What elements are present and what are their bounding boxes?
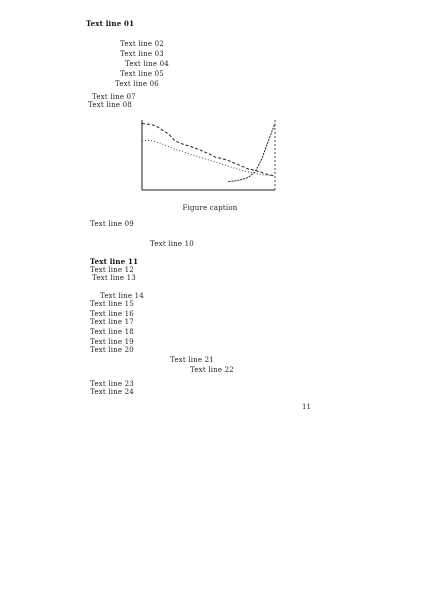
text-line: Text line 15 bbox=[90, 300, 134, 308]
text-line: Text line 18 bbox=[90, 328, 134, 336]
series-line-1 bbox=[142, 124, 275, 177]
text-line: Text line 20 bbox=[90, 346, 134, 354]
text-line: Text line 12 bbox=[90, 266, 134, 274]
text-line: Text line 10 bbox=[150, 240, 194, 248]
text-line: Text line 06 bbox=[115, 80, 159, 88]
text-line: Text line 16 bbox=[90, 310, 134, 318]
series-line-2 bbox=[142, 140, 275, 176]
text-line: Text line 07 bbox=[92, 93, 136, 101]
text-line: Text line 04 bbox=[125, 60, 169, 68]
text-line: Text line 19 bbox=[90, 338, 134, 346]
text-line: Text line 22 bbox=[190, 366, 234, 374]
figure-line-chart bbox=[100, 112, 325, 212]
figure-caption: Figure caption bbox=[182, 204, 238, 212]
text-line: Text line 23 bbox=[90, 380, 134, 388]
text-line: Text line 09 bbox=[90, 220, 134, 228]
text-line: Text line 02 bbox=[120, 40, 164, 48]
text-line: Text line 24 bbox=[90, 388, 134, 396]
text-line: Text line 14 bbox=[100, 292, 144, 300]
text-line: Text line 13 bbox=[92, 274, 136, 282]
text-line: Text line 01 bbox=[86, 19, 135, 28]
text-line: Text line 17 bbox=[90, 318, 134, 326]
text-line: Text line 05 bbox=[120, 70, 164, 78]
text-line: Text line 03 bbox=[120, 50, 164, 58]
text-line: Text line 11 bbox=[90, 257, 139, 266]
text-line: Text line 08 bbox=[88, 101, 132, 109]
page-number: 11 bbox=[302, 403, 311, 411]
text-line: Text line 21 bbox=[170, 356, 214, 364]
